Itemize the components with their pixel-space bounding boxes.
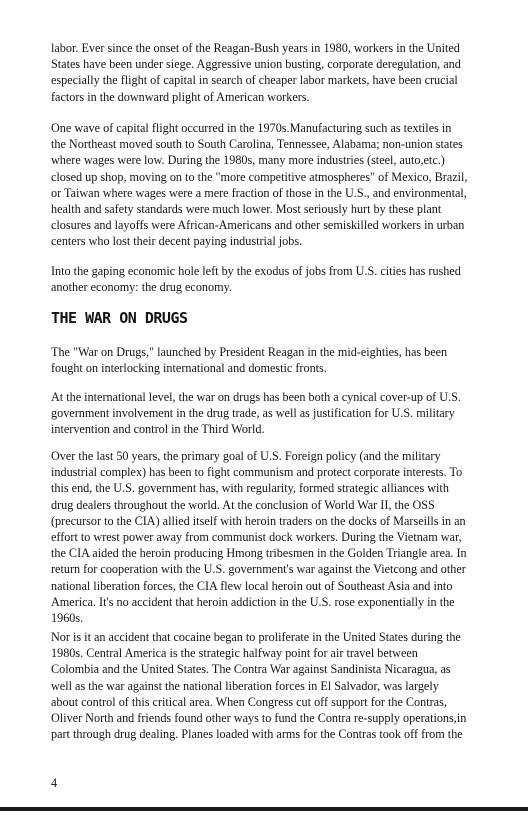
text-line: fought on interlocking international and domestic fronts. bbox=[51, 361, 327, 376]
text-line: or Taiwan where wages were a mere fraction of those in the U.S., and environmental, bbox=[51, 185, 467, 200]
text-line: about control of this critical area. When Congress cut off support for the Contras, bbox=[51, 694, 447, 709]
text-line: America. It's no accident that heroin addiction in the U.S. rose exponentially in the bbox=[51, 594, 455, 609]
text-line: especially the flight of capital in search of cheaper labor markets, have been crucial bbox=[51, 73, 458, 88]
text-line: the Northeast moved south to South Carolina, Tennessee, Alabama; non-union states bbox=[51, 137, 463, 152]
paragraph-foreign-policy bbox=[51, 448, 467, 626]
text-line: return for cooperation with the U.S. government's war against the Vietcong and other bbox=[51, 562, 466, 577]
bottom-border-rule bbox=[0, 807, 528, 811]
text-line: 1960s. bbox=[51, 611, 84, 626]
text-line: The "War on Drugs," launched by President Reagan in the mid-eighties, has been bbox=[51, 345, 448, 359]
text-line: another economy: the drug economy. bbox=[51, 280, 232, 295]
text-line: One wave of capital flight occurred in the 1970s.Manufacturing such as textiles in bbox=[51, 121, 452, 135]
text-line: At the international level, the war on drugs has been both a cynical cover-up of U.S. bbox=[51, 390, 461, 404]
paragraph-war-on-drugs-launch bbox=[51, 344, 447, 376]
page-number: 4 bbox=[51, 776, 58, 790]
text-line: national liberation forces, the CIA flew local heroin out of Southeast Asia and into bbox=[51, 578, 453, 593]
text-line: health and safety standards were much lower. Most seriously hurt by these plant bbox=[51, 202, 442, 217]
paragraph-international-level bbox=[51, 389, 461, 438]
text-line: States have been under siege. Aggressive union busting, corporate deregulation, and bbox=[51, 57, 461, 72]
text-line: closed up shop, moving on to the "more competitive atmospheres" of Mexico, Brazil, bbox=[51, 169, 468, 184]
text-line: where wages were low. During the 1980s, many more industries (steel, auto,etc.) bbox=[51, 153, 445, 168]
text-line: part through drug dealing. Planes loaded with arms for the Contras took off from the bbox=[51, 727, 463, 742]
text-line: government involvement in the drug trade, as well as justification for U.S. military bbox=[51, 406, 455, 421]
text-line: labor. Ever since the onset of the Reagan-Bush years in 1980, workers in the United bbox=[51, 41, 460, 55]
text-line: Over the last 50 years, the primary goal of U.S. Foreign policy (and the military bbox=[51, 449, 441, 463]
text-line: the CIA aided the heroin producing Hmong tribesmen in the Golden Triangle area. In bbox=[51, 546, 467, 561]
paragraph-drug-economy bbox=[51, 263, 461, 295]
text-line: Into the gaping economic hole left by the exodus of jobs from U.S. cities has rushed bbox=[51, 264, 461, 278]
text-line: closures and layoffs were African-Americans and other semiskilled workers in urban bbox=[51, 218, 465, 233]
text-line: centers who lost their decent paying industrial jobs. bbox=[51, 234, 303, 249]
text-line: intervention and control in the Third World. bbox=[51, 422, 265, 437]
text-line: factors in the downward plight of American workers. bbox=[51, 89, 310, 104]
text-line: effort to wrest power away from communist dock workers. During the Vietnam war, bbox=[51, 530, 462, 545]
text-line: (precursor to the CIA) allied itself with heroin traders on the docks of Marseills in an bbox=[51, 513, 466, 528]
text-line: Colombia and the United States. The Contra War against Sandinista Nicaragua, as bbox=[51, 662, 451, 677]
paragraph-capital-flight-intro bbox=[51, 40, 461, 105]
text-line: well as the war against the national liberation forces in El Salvador, was largely bbox=[51, 678, 439, 693]
text-line: Nor is it an accident that cocaine began to proliferate in the United States during the bbox=[51, 630, 461, 644]
section-heading: THE WAR ON DRUGS bbox=[51, 309, 188, 327]
paragraph-capital-flight-wave bbox=[51, 120, 467, 250]
text-line: drug dealers throughout the world. At the conclusion of World War II, the OSS bbox=[51, 497, 435, 512]
text-line: 1980s. Central America is the strategic halfway point for air travel between bbox=[51, 646, 418, 661]
paragraph-cocaine-central-america bbox=[51, 629, 466, 742]
text-line: this end, the U.S. government has, with regularity, formed strategic alliances with bbox=[51, 481, 449, 496]
text-line: industrial complex) has been to fight communism and protect corporate interests. To bbox=[51, 465, 463, 480]
text-line: Oliver North and friends found other ways to fund the Contra re-supply operations,in bbox=[51, 711, 467, 726]
